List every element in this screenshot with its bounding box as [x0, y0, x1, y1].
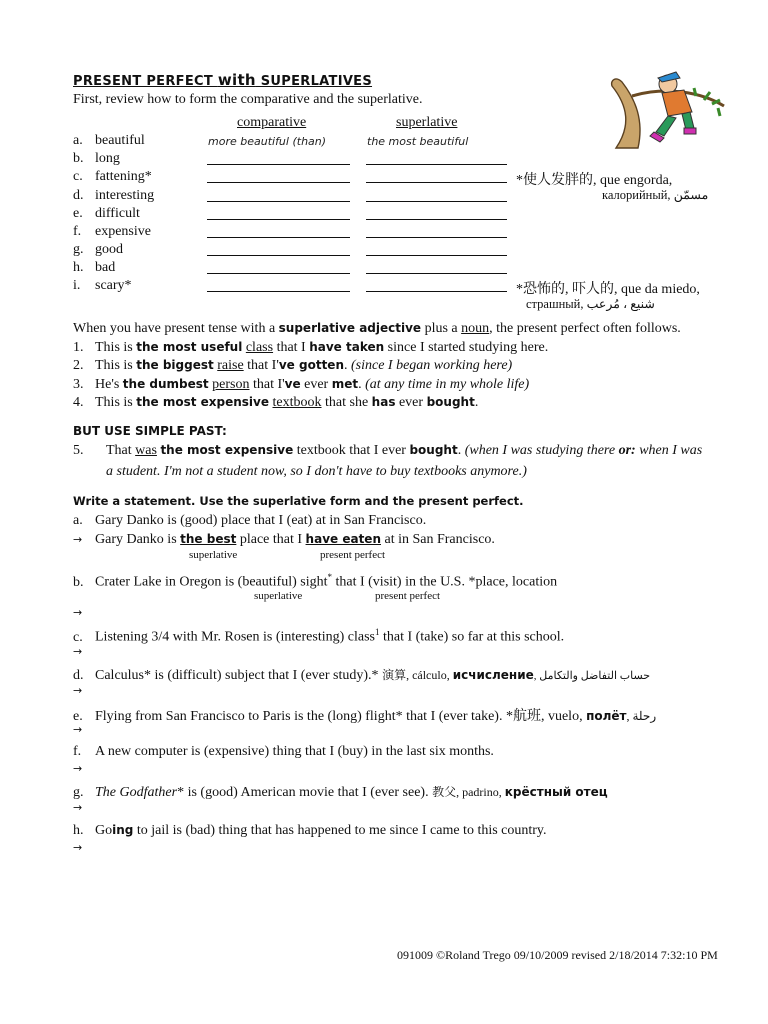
blank-superlative-c[interactable] [366, 168, 507, 188]
example-2: 2. This is the biggest raise that I've gotten. (since I began working here) [73, 358, 513, 373]
intro-text: First, review how to form the comparative and the superlative. [73, 92, 423, 107]
adjective-word: good [95, 242, 123, 257]
note-fattening-line2: калорийный, مسمّن [602, 188, 709, 202]
exercise-g: g. The Godfather* is (good) American movie that I (ever see). 教父, padrino, крёстный отец [73, 785, 608, 800]
exercise-e: e. Flying from San Francisco to Paris is the (long) flight* that I (ever take). *航班, vuelo, полёт, رحلة [73, 709, 657, 724]
arrow-icon: → [73, 762, 83, 775]
example-comparative: more beautiful (than) [208, 135, 327, 148]
blank-comparative-c[interactable] [207, 168, 350, 188]
arrow-icon: → [73, 645, 83, 658]
adjective-row-d: d. [73, 188, 84, 203]
adjective-row-a: a. [73, 133, 83, 148]
label-superlative-b: superlative [254, 590, 303, 602]
arrow-icon: → [73, 801, 83, 814]
adjective-word: bad [95, 260, 116, 275]
blank-superlative-h[interactable] [366, 259, 507, 279]
example-5-line2: a student. I'm not a student now, so I don't have to buy textbooks anymore.) [106, 464, 527, 479]
blank-superlative-i[interactable] [366, 277, 507, 297]
adjective-row-h: h. [73, 260, 84, 275]
exercise-h: h. Going to jail is (bad) thing that has happened to me since I came to this country. [73, 823, 547, 838]
note-scary-line2: страшный, شنيع ، مُرعب [526, 297, 655, 311]
arrow-icon: → [73, 606, 83, 619]
adjective-word: scary* [95, 278, 132, 293]
arrow-icon: → [73, 841, 83, 854]
adjective-word: fattening* [95, 169, 152, 184]
adjective-word: long [95, 151, 120, 166]
exercise-d: d. Calculus* is (difficult) subject that I (ever study).* 演算, cálculo, исчисление, حساب التفاضل والتكامل [73, 668, 651, 683]
footer-copyright: 091009 ©Roland Trego 09/10/2009 revised 2/18/2014 7:32:10 PM [397, 948, 718, 962]
label-superlative: superlative [189, 549, 238, 561]
example-superlative: the most beautiful [367, 135, 469, 148]
adjective-row-e: e. [73, 206, 83, 221]
adjective-word: interesting [95, 188, 155, 203]
example-5: 5. That was the most expensive textbook that I ever bought. (when I was studying there or: when I was [73, 443, 703, 458]
arrow-icon: → [73, 723, 83, 736]
blank-superlative-e[interactable] [366, 205, 507, 225]
tree-climber-illustration [606, 66, 730, 150]
exercise-b: b. Crater Lake in Oregon is (beautiful) sight* that I (visit) in the U.S. *place, location [73, 572, 558, 590]
blank-superlative-b[interactable] [366, 150, 507, 170]
blank-comparative-e[interactable] [207, 205, 350, 225]
adjective-row-g: g. [73, 242, 84, 257]
exercise-a: a. Gary Danko is (good) place that I (eat) at in San Francisco. [73, 513, 427, 528]
example-3: 3. He's the dumbest person that I've ever met. (at any time in my whole life) [73, 377, 530, 392]
simple-past-heading: BUT USE SIMPLE PAST: [73, 424, 227, 438]
answer-a: → Gary Danko is the best place that I have eaten at in San Francisco. [73, 532, 495, 547]
adjective-word: expensive [95, 224, 151, 239]
adjective-word: beautiful [95, 133, 145, 148]
example-1: 1. This is the most useful class that I have taken since I started studying here. [73, 340, 549, 355]
blank-comparative-h[interactable] [207, 259, 350, 279]
blank-comparative-b[interactable] [207, 150, 350, 170]
rule-text: When you have present tense with a superlative adjective plus a noun, the present perfect often follows. [73, 321, 681, 336]
blank-superlative-d[interactable] [366, 187, 507, 207]
blank-comparative-i[interactable] [207, 277, 350, 297]
label-present-perfect-b: present perfect [375, 590, 441, 602]
superlative-header: superlative [396, 115, 458, 130]
adjective-row-i: i. [73, 278, 81, 293]
adjective-row-c: c. [73, 169, 83, 184]
adjective-word: difficult [95, 206, 140, 221]
label-present-perfect: present perfect [320, 549, 386, 561]
worksheet-title: PRESENT PERFECT with SUPERLATIVES [73, 71, 373, 89]
comparative-header: comparative [237, 115, 307, 130]
note-scary: *恐怖的, 吓人的, que da miedo, [516, 282, 700, 297]
blank-superlative-g[interactable] [366, 241, 507, 261]
note-fattening: *使人发胖的, que engorda, [516, 173, 673, 188]
blank-comparative-g[interactable] [207, 241, 350, 261]
exercise-c: c. Listening 3/4 with Mr. Rosen is (interesting) class$^1$ that I (take) so far at this school. [73, 627, 565, 645]
adjective-row-b: b. [73, 151, 84, 166]
adjective-row-f: f. [73, 224, 82, 239]
exercise-f: f. A new computer is (expensive) thing that I (buy) in the last six months. [73, 744, 494, 759]
task-instructions: Write a statement. Use the superlative form and the present perfect. [73, 494, 524, 508]
arrow-icon: → [73, 533, 83, 546]
blank-comparative-f[interactable] [207, 223, 350, 243]
arrow-icon: → [73, 684, 83, 697]
example-4: 4. This is the most expensive textbook that she has ever bought. [73, 395, 479, 410]
blank-comparative-d[interactable] [207, 187, 350, 207]
blank-superlative-f[interactable] [366, 223, 507, 243]
